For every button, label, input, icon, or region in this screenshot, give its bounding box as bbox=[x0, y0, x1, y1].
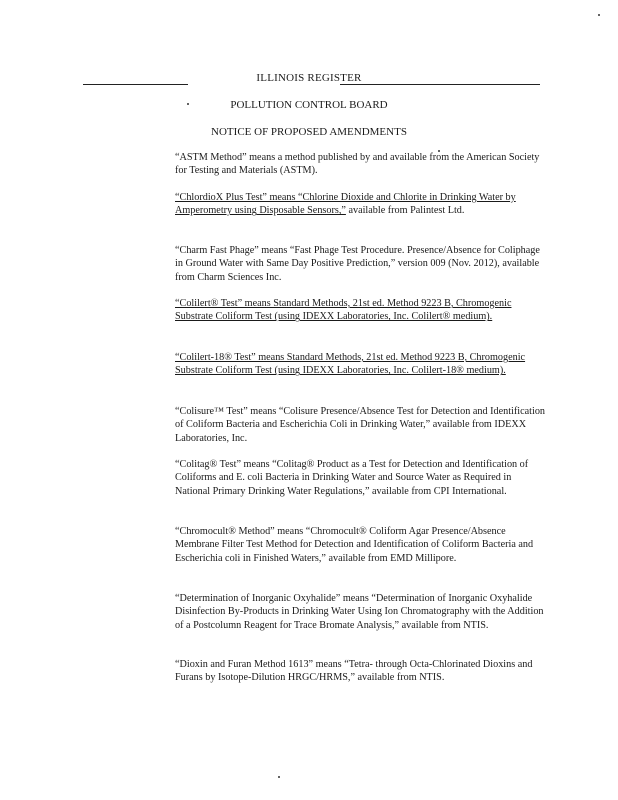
scan-speck bbox=[438, 150, 440, 152]
definition-paragraph bbox=[175, 297, 545, 324]
definition-text: “Chromocult® Method” means “Chromocult® Coliform Agar Presence/Absence Membrane Filter Test Method for Detection and Identification of Coliform Bacteria and Escherichia coli in Finished Waters,” available from EMD Millipore. bbox=[175, 526, 534, 564]
board-title: POLLUTION CONTROL BOARD bbox=[230, 99, 388, 111]
definition-text: “Determination of Inorganic Oxyhalide” means “Determination of Inorganic Oxyhalide Disinfection By-Products in Drinking Water Using Ion Chromatography with the Addition of a Postcolumn Reagent for Trace Bromate Analysis,” available from NTIS. bbox=[175, 593, 544, 631]
definition-added-text: “Colilert® Test” means Standard Methods, 21st ed. Method 9223 B, Chromogenic Substrate Coliform Test (using IDEXX Laboratories, Inc. Colilert® medium). bbox=[175, 298, 512, 323]
header-rule-right bbox=[340, 84, 540, 85]
definition-paragraph bbox=[175, 244, 545, 284]
definition-paragraph bbox=[175, 458, 545, 498]
notice-title: NOTICE OF PROPOSED AMENDMENTS bbox=[211, 126, 407, 138]
register-title: ILLINOIS REGISTER bbox=[256, 72, 362, 84]
scan-speck bbox=[598, 14, 600, 16]
definition-added-text: “ChlordioX Plus Test” means “Chlorine Dioxide and Chlorite in Drinking Water by Amperometry using Disposable Sensors,” bbox=[175, 192, 516, 217]
definition-text: available from Palintest Ltd. bbox=[345, 205, 465, 217]
definition-paragraph bbox=[175, 592, 545, 632]
definition-paragraph bbox=[175, 191, 545, 218]
definition-paragraph bbox=[175, 151, 545, 178]
definition-text: “Colisure™ Test” means “Colisure Presence/Absence Test for Detection and Identification of Coliform Bacteria and Escherichia Coli in Drinking Water,” available from IDEXX Laboratories, Inc. bbox=[175, 406, 546, 444]
scan-speck bbox=[187, 103, 189, 105]
definition-paragraph bbox=[175, 525, 545, 565]
definition-text: “Dioxin and Furan Method 1613” means “Tetra- through Octa-Chlorinated Dioxins and Furans by Isotope-Dilution HRGC/HRMS,” available from NTIS. bbox=[175, 659, 533, 684]
definition-paragraph bbox=[175, 658, 545, 685]
definition-paragraph bbox=[175, 405, 545, 445]
definition-added-text: “Colilert-18® Test” means Standard Methods, 21st ed. Method 9223 B, Chromogenic Substrate Coliform Test (using IDEXX Laboratories, Inc. Colilert-18® medium). bbox=[175, 352, 526, 377]
definition-text: “Colitag® Test” means “Colitag® Product as a Test for Detection and Identification of Coliforms and E. coli Bacteria in Drinking Water and Source Water as Required in National Primary Drinking Water Regulations,” available from CPI International. bbox=[175, 459, 529, 497]
header-rule-left bbox=[83, 84, 188, 85]
scan-speck bbox=[278, 776, 280, 778]
definition-paragraph bbox=[175, 351, 545, 378]
definition-text: “Charm Fast Phage” means “Fast Phage Test Procedure. Presence/Absence for Coliphage in Ground Water with Same Day Positive Prediction,” version 009 (Nov. 2012), available from Charm Sciences Inc. bbox=[175, 245, 540, 283]
definition-text: “ASTM Method” means a method published by and available from the American Society for Testing and Materials (ASTM). bbox=[175, 152, 540, 177]
